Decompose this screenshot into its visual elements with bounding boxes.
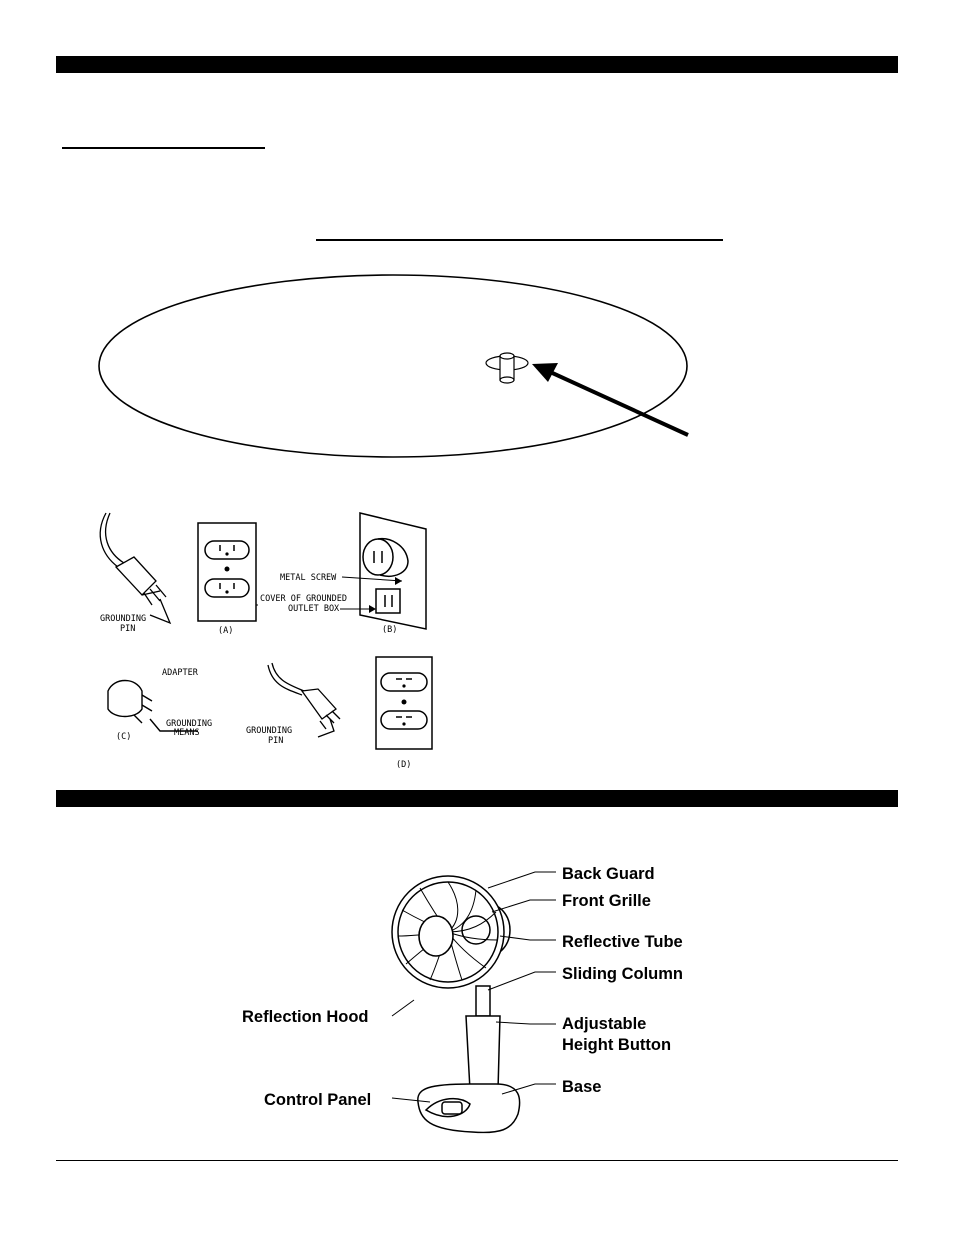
grounding-pin-label-2: GROUNDING (246, 726, 293, 736)
adapter-label: ADAPTER (162, 668, 198, 678)
label-a: (A) (218, 626, 234, 636)
metal-screw-label: METAL SCREW (280, 573, 337, 583)
subheading-underline (316, 239, 723, 241)
label-c: (C) (116, 732, 132, 742)
section-header-bar-middle (56, 790, 898, 807)
footer-rule (56, 1160, 898, 1161)
grounding-methods-figure (90, 505, 450, 775)
grounded-plug-icon (100, 513, 170, 623)
control-panel-label: Control Panel (264, 1091, 372, 1109)
label-b: (B) (382, 625, 398, 635)
grounding-pin-label-2b: PIN (268, 736, 284, 746)
adjustable-height-button-label-line2: Height Button (562, 1036, 672, 1054)
reflective-tube-label: Reflective Tube (562, 933, 683, 951)
base-label: Base (562, 1078, 602, 1096)
section-header-bar-top (56, 56, 898, 73)
fan-illustration (392, 876, 520, 1132)
grounding-pin-label-1b: PIN (120, 624, 136, 634)
back-guard-label: Back Guard (562, 865, 655, 883)
front-grille-label: Front Grille (562, 892, 651, 910)
label-d: (D) (396, 760, 412, 770)
sliding-column-label: Sliding Column (562, 965, 683, 983)
pointer-arrow (520, 355, 700, 445)
grounding-means-label-1: GROUNDING (166, 719, 213, 729)
cover-label-line2: OUTLET BOX (288, 604, 340, 614)
adjustable-height-button-label-line1: Adjustable (562, 1015, 647, 1033)
outlet-a-icon (198, 523, 256, 621)
reflection-hood-label: Reflection Hood (242, 1008, 369, 1026)
fan-parts-diagram (230, 840, 730, 1140)
heading-underline (62, 147, 265, 149)
grounding-pin-label-1: GROUNDING (100, 614, 147, 624)
cover-label-line1: COVER OF GROUNDED (260, 594, 347, 604)
grounding-means-label-2: MEANS (174, 728, 200, 738)
